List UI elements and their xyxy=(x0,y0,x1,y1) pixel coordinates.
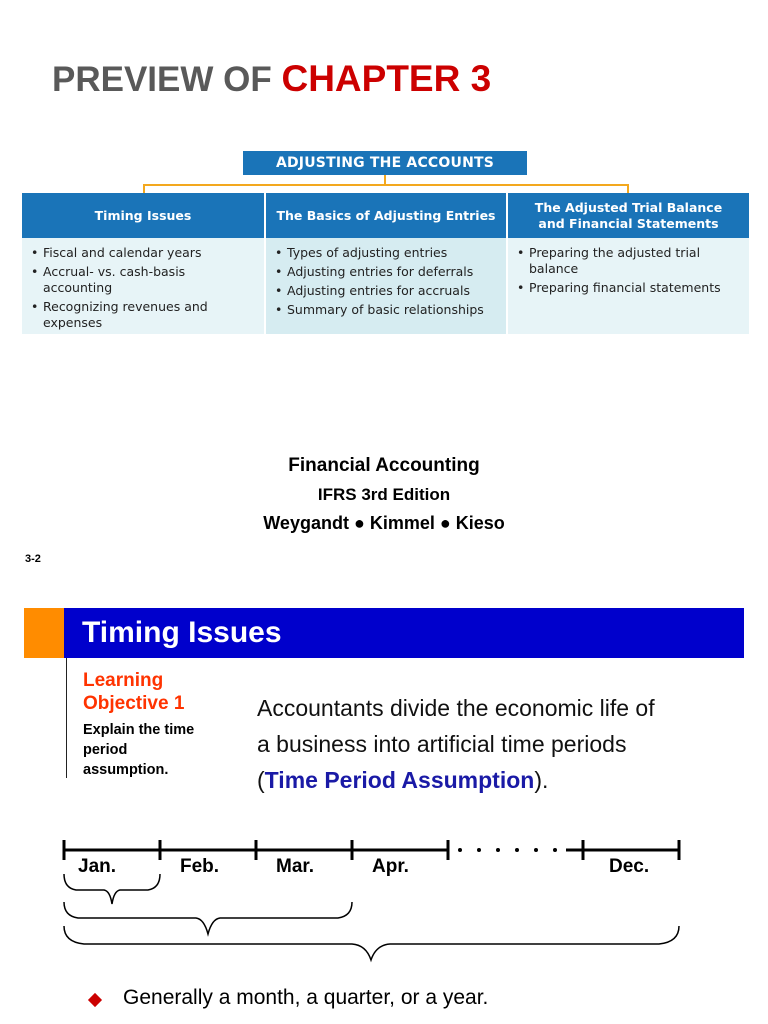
title-preview-of: PREVIEW OF xyxy=(52,60,272,99)
title-chapter: CHAPTER 3 xyxy=(281,58,492,99)
month-label-jan: Jan. xyxy=(78,856,117,877)
connector-drop-right xyxy=(627,184,629,193)
lo-text-line: Explain the time xyxy=(83,722,195,738)
brace-quarter xyxy=(64,902,352,934)
slide-title xyxy=(52,58,491,100)
connector-drop-left xyxy=(143,184,145,193)
list-item: • Adjusting entries for accruals xyxy=(275,283,500,299)
column-heading-timing-issues xyxy=(22,193,264,238)
column-heading-line: The Adjusted Trial Balance xyxy=(534,199,723,215)
para-open-paren: ( xyxy=(257,767,265,793)
list-item: • Types of adjusting entries xyxy=(275,245,500,261)
lo-title-line: Objective 1 xyxy=(83,693,185,714)
timeline-diagram xyxy=(0,830,768,970)
column-heading-line: and Financial Statements xyxy=(538,215,719,231)
book-authors: Weygandt ● Kimmel ● Kieso xyxy=(263,513,505,533)
book-title: Financial Accounting xyxy=(288,455,480,476)
chart-root-box: ADJUSTING THE ACCOUNTS xyxy=(243,151,527,175)
month-label-feb: Feb. xyxy=(180,856,220,877)
list-item: • Recognizing revenues and expenses xyxy=(31,299,258,331)
time-period-paragraph xyxy=(257,690,717,798)
lo-text-line: assumption. xyxy=(83,762,169,778)
connector-horizontal xyxy=(143,184,629,186)
para-line: Accountants divide the economic life of xyxy=(257,695,655,721)
list-item: • Preparing financial statements xyxy=(517,280,743,296)
column-heading-line: The Basics of Adjusting Entries xyxy=(276,207,496,223)
learning-objective-title xyxy=(83,669,184,715)
month-label-apr: Apr. xyxy=(372,856,409,877)
column-body-timing-issues xyxy=(22,238,264,334)
column-heading-basics xyxy=(266,193,506,238)
list-item: • Preparing the adjusted trial balance xyxy=(517,245,743,277)
month-label-dec: Dec. xyxy=(609,856,650,877)
brace-month xyxy=(64,874,160,904)
list-item: • Summary of basic relationships xyxy=(275,302,500,318)
time-period-assumption-highlight: Time Period Assumption xyxy=(264,767,535,793)
month-label-mar: Mar. xyxy=(276,856,315,877)
column-heading-adjusted-trial-balance xyxy=(508,193,749,238)
bullet-text-content: Generally a month, a quarter, or a year. xyxy=(123,986,489,1009)
list-item: • Accrual- vs. cash-basis accounting xyxy=(31,264,258,296)
para-close-paren: ). xyxy=(534,767,549,793)
list-item: • Fiscal and calendar years xyxy=(31,245,258,261)
list-item: • Adjusting entries for deferrals xyxy=(275,264,500,280)
para-line xyxy=(257,762,717,798)
lo-title-line: Learning xyxy=(83,670,164,691)
column-body-adjusted-trial-balance xyxy=(508,238,749,334)
diamond-bullet-icon xyxy=(88,993,102,1007)
timeline-ellipsis xyxy=(458,848,557,852)
slide-number: 3-2 xyxy=(25,553,41,565)
header-accent-square xyxy=(24,608,64,658)
para-line: a business into artificial time periods xyxy=(257,731,627,757)
bullet-text xyxy=(123,986,488,1010)
book-edition: IFRS 3rd Edition xyxy=(317,485,451,504)
brace-year xyxy=(64,926,679,960)
column-body-basics xyxy=(266,238,506,334)
section-header-title: Timing Issues xyxy=(82,616,282,649)
section-header xyxy=(64,608,744,658)
lo-text-line: period xyxy=(83,742,128,758)
learning-objective-text xyxy=(83,720,194,780)
column-heading-line: Timing Issues xyxy=(94,207,192,223)
divider-line xyxy=(66,658,67,778)
